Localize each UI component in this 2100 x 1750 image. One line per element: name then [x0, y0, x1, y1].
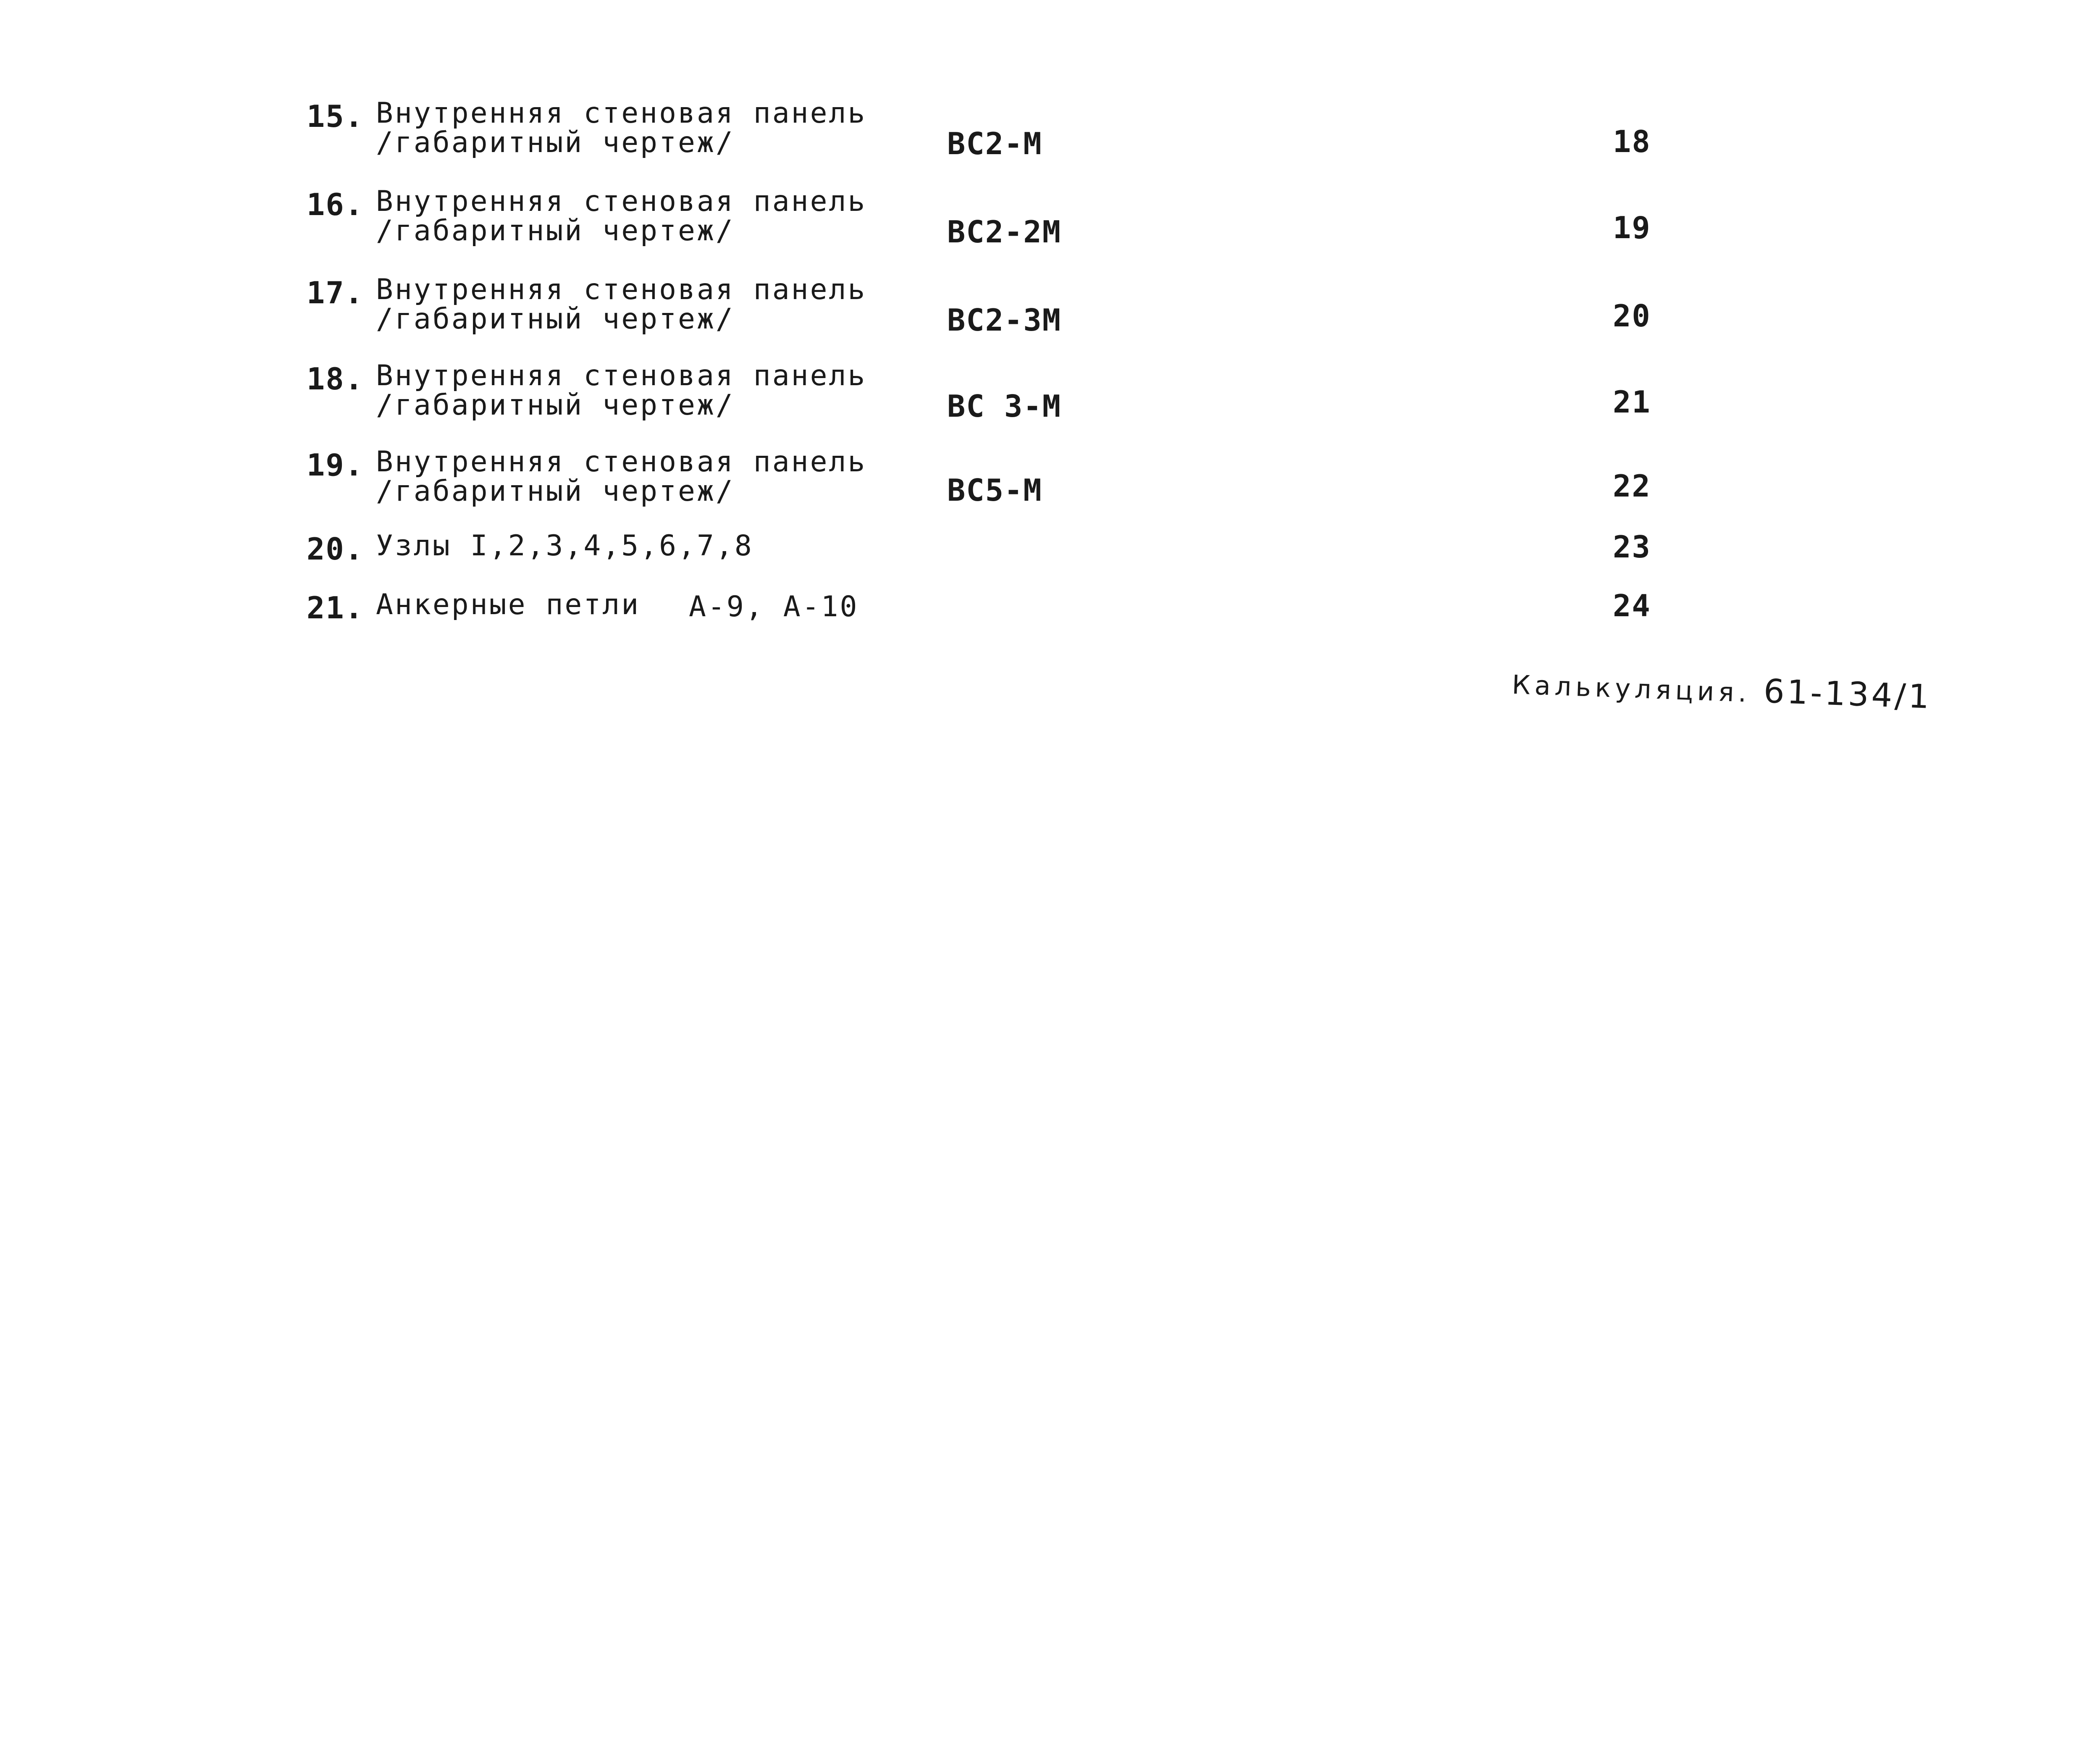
- page-number: 18: [1613, 124, 1651, 159]
- description-line: Внутренняя стеновая панель: [376, 445, 867, 478]
- calculation-reference: [1511, 664, 1932, 716]
- drawing-code: ВС2-3М: [947, 302, 1062, 338]
- page-number: 21: [1613, 384, 1651, 420]
- item-description: [376, 590, 640, 620]
- item-number: 16.: [307, 187, 364, 222]
- drawing-code: А-9, А-10: [689, 590, 859, 623]
- item-number: 17.: [307, 275, 364, 310]
- description-line: /габаритный чертеж/: [376, 302, 735, 336]
- item-number: 21.: [307, 590, 364, 625]
- page-number: 22: [1613, 468, 1651, 504]
- description-line: Анкерные петли: [376, 588, 640, 621]
- page-number: 24: [1613, 588, 1651, 623]
- description-line: /габаритный чертеж/: [376, 126, 735, 159]
- item-number: 18.: [307, 361, 364, 397]
- drawing-code: ВС5-М: [947, 473, 1042, 508]
- description-line: Внутренняя стеновая панель: [376, 185, 867, 218]
- description-line: /габаритный чертеж/: [376, 475, 735, 508]
- calculation-number: 61-134/1: [1763, 672, 1932, 716]
- page-number: 20: [1613, 298, 1651, 334]
- description-line: /габаритный чертеж/: [376, 214, 735, 247]
- description-line: /габаритный чертеж/: [376, 389, 735, 422]
- drawing-code: ВС2-М: [947, 126, 1042, 161]
- drawing-code: ВС 3-М: [947, 389, 1062, 424]
- calculation-label: Калькуляция.: [1511, 669, 1751, 708]
- description-line: Узлы I,2,3,4,5,6,7,8: [376, 529, 753, 562]
- item-number: 15.: [307, 99, 364, 134]
- item-description: [376, 99, 866, 158]
- item-number: 19.: [307, 447, 364, 483]
- item-number: 20.: [307, 531, 364, 567]
- description-line: Внутренняя стеновая панель: [376, 273, 867, 306]
- item-description: [376, 361, 866, 420]
- page-number: 19: [1613, 210, 1651, 245]
- item-description: [376, 531, 753, 561]
- item-description: [376, 275, 866, 334]
- description-line: Внутренняя стеновая панель: [376, 97, 867, 130]
- page-number: 23: [1613, 529, 1651, 565]
- description-line: Внутренняя стеновая панель: [376, 359, 867, 392]
- drawing-code: ВС2-2М: [947, 214, 1062, 250]
- item-description: [376, 447, 866, 506]
- item-description: [376, 187, 866, 246]
